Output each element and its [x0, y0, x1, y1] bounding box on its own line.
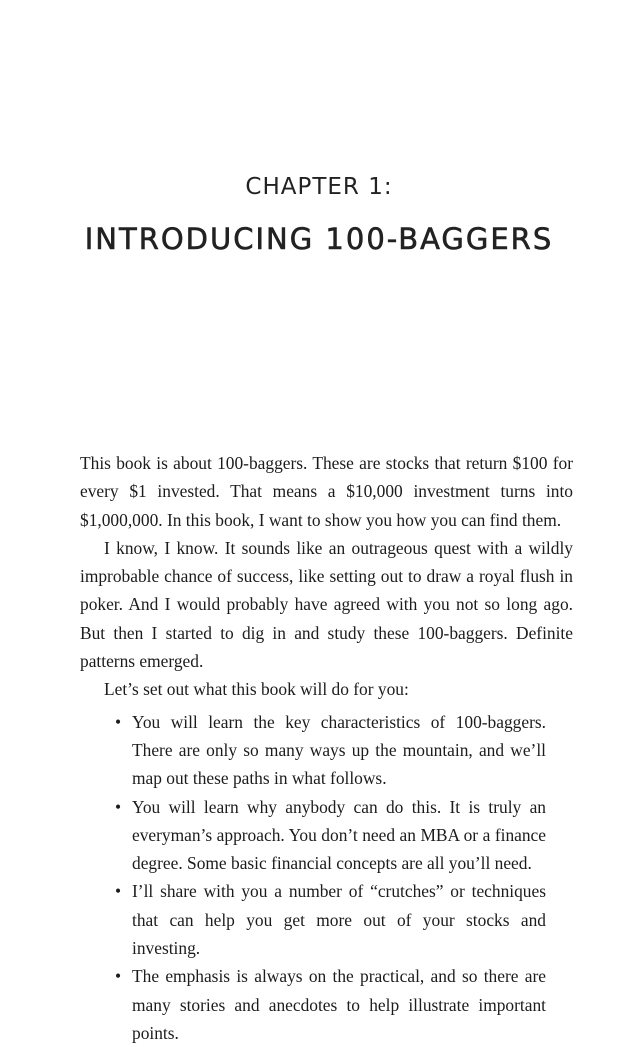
bullet-text: You will learn why anybody can do this. It is truly an everyman’s approach. You don’t need an MBA or a finance degree. Some basic financial concepts are all you’ll need.	[132, 796, 546, 874]
bullet-text: The emphasis is always on the practical, and so there are many stories and anecdotes to help illustrate important points.	[132, 966, 546, 1043]
bullet-list	[80, 708, 546, 1047]
paragraph-skeptic: I know, I know. It sounds like an outrageous quest with a wildly improbable chance of success, like setting out to draw a royal flush in poker. And I would probably have agreed with you not so long ago. But then I started to dig in and study these 100-baggers. Definite patterns emerged.	[80, 537, 573, 672]
bullet-text: I’ll share with you a number of “crutches” or techniques that can help you get more out of your stocks and investing.	[132, 881, 546, 959]
chapter-body	[80, 449, 573, 1047]
list-item	[115, 962, 546, 1047]
paragraph-intro: This book is about 100-baggers. These are stocks that return $100 for every $1 invested. That means a $10,000 investment turns into $1,000,000. In this book, I want to show you how you can find them.	[80, 453, 573, 530]
list-item	[115, 877, 546, 962]
bullet-text: You will learn the key characteristics of 100-baggers. There are only so many ways up the mountain, and we’ll map out these paths in what follows.	[132, 711, 546, 789]
bullet-icon: •	[115, 881, 122, 902]
bullet-icon: •	[115, 796, 122, 817]
list-item	[115, 793, 546, 878]
paragraph-lead-in: Let’s set out what this book will do for you:	[104, 679, 409, 700]
list-item	[115, 708, 546, 793]
bullet-icon: •	[115, 966, 122, 987]
chapter-title: INTRODUCING 100-BAGGERS	[84, 222, 554, 256]
bullet-icon: •	[115, 711, 122, 732]
chapter-label: CHAPTER 1:	[245, 174, 393, 200]
